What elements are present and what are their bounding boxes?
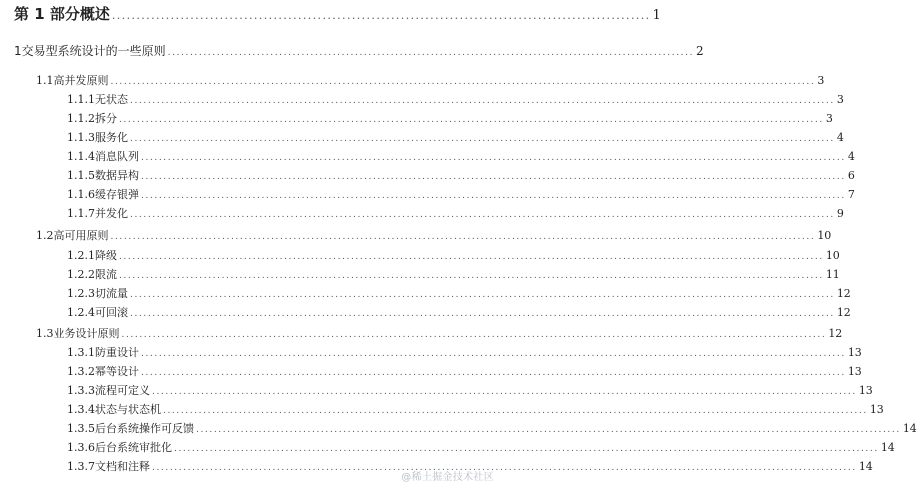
leader-dots: .............................................................................................................................................................. <box>141 153 846 163</box>
leader-dots: .............................................................................................................................................................. <box>119 271 824 281</box>
toc-subsection-entry[interactable] <box>67 207 844 222</box>
chapter-number: 1 <box>14 44 22 58</box>
leader-dots: .............................................................................................................................................................. <box>152 463 857 473</box>
toc-subsection-entry[interactable] <box>67 112 833 127</box>
toc-subsection-entry[interactable] <box>67 306 851 321</box>
leader-dots: .............................................................................................................................................................. <box>119 252 824 262</box>
subsection-title: 拆分 <box>95 112 117 125</box>
leader-dots: .............................................................................................................................................................. <box>174 444 879 454</box>
leader-dots: .............................................................................................................................................................. <box>141 191 846 201</box>
section-number: 1.1 <box>36 74 54 87</box>
leader-dots: .............................................................................................................................................................. <box>130 210 835 220</box>
subsection-number: 1.1.5 <box>67 169 95 182</box>
section-page-number: 3 <box>817 74 825 87</box>
leader-dots: .............................................................................................................. <box>111 9 651 22</box>
subsection-title: 服务化 <box>95 131 128 144</box>
part-title: 概述 <box>79 5 110 23</box>
subsection-page-number: 7 <box>847 188 855 201</box>
toc-subsection-entry[interactable] <box>67 287 851 302</box>
toc-section-entry[interactable] <box>36 327 843 342</box>
subsection-number: 1.3.4 <box>67 403 95 416</box>
toc-subsection-entry[interactable] <box>67 441 895 456</box>
toc-subsection-entry[interactable] <box>67 403 884 418</box>
subsection-page-number: 12 <box>836 306 851 319</box>
leader-dots: .............................................................................................................................................................. <box>152 387 857 397</box>
subsection-title: 数据异构 <box>95 169 139 182</box>
subsection-page-number: 13 <box>847 346 862 359</box>
subsection-number: 1.2.2 <box>67 268 95 281</box>
subsection-number: 1.3.2 <box>67 365 95 378</box>
subsection-page-number: 13 <box>858 384 873 397</box>
subsection-page-number: 14 <box>880 441 895 454</box>
toc-section-entry[interactable] <box>36 229 832 244</box>
toc-subsection-entry[interactable] <box>67 150 855 165</box>
subsection-title: 流程可定义 <box>95 384 150 397</box>
subsection-title: 缓存银弹 <box>95 188 139 201</box>
toc-subsection-entry[interactable] <box>67 346 862 361</box>
subsection-page-number: 6 <box>847 169 855 182</box>
subsection-page-number: 3 <box>825 112 833 125</box>
section-number: 1.2 <box>36 229 54 242</box>
subsection-number: 1.3.1 <box>67 346 95 359</box>
subsection-number: 1.1.7 <box>67 207 95 220</box>
subsection-title: 限流 <box>95 268 117 281</box>
subsection-page-number: 9 <box>836 207 844 220</box>
toc-subsection-entry[interactable] <box>67 365 862 380</box>
toc-subsection-entry[interactable] <box>67 384 873 399</box>
leader-dots: .............................................................................................................................................................. <box>141 172 846 182</box>
subsection-title: 并发化 <box>95 207 128 220</box>
leader-dots: .............................................................................................................................................................. <box>110 77 816 87</box>
toc-subsection-entry[interactable] <box>67 268 840 283</box>
part-page-number: 1 <box>652 8 661 23</box>
part-number: 第 1 部分 <box>14 5 80 23</box>
subsection-number: 1.1.3 <box>67 131 95 144</box>
subsection-number: 1.3.7 <box>67 460 95 473</box>
subsection-title: 防重设计 <box>95 346 139 359</box>
toc-subsection-entry[interactable] <box>67 169 855 184</box>
leader-dots: .............................................................................................................................................................. <box>121 330 827 340</box>
subsection-page-number: 3 <box>836 93 844 106</box>
subsection-title: 切流量 <box>95 287 128 300</box>
toc-subsection-entry[interactable] <box>67 422 917 437</box>
subsection-page-number: 10 <box>825 249 840 262</box>
toc-subsection-entry[interactable] <box>67 131 844 146</box>
chapter-title: 交易型系统设计的一些原则 <box>21 44 166 58</box>
subsection-number: 1.2.1 <box>67 249 95 262</box>
subsection-page-number: 4 <box>847 150 855 163</box>
leader-dots: .............................................................................................................................................................. <box>141 368 846 378</box>
subsection-title: 无状态 <box>95 93 128 106</box>
subsection-title: 后台系统审批化 <box>95 441 172 454</box>
subsection-page-number: 13 <box>869 403 884 416</box>
toc-subsection-entry[interactable] <box>67 188 855 203</box>
subsection-page-number: 14 <box>858 460 873 473</box>
subsection-number: 1.1.6 <box>67 188 95 201</box>
subsection-page-number: 11 <box>825 268 840 281</box>
section-page-number: 12 <box>828 327 843 340</box>
subsection-page-number: 13 <box>847 365 862 378</box>
leader-dots: .............................................................................................................................................................. <box>130 96 835 106</box>
chapter-page-number: 2 <box>696 44 704 58</box>
subsection-page-number: 12 <box>836 287 851 300</box>
subsection-title: 状态与状态机 <box>95 403 161 416</box>
section-title: 高并发原则 <box>53 74 109 87</box>
subsection-number: 1.1.4 <box>67 150 95 163</box>
leader-dots: .............................................................................................................................................................. <box>196 425 901 435</box>
subsection-page-number: 14 <box>902 422 917 435</box>
subsection-title: 后台系统操作可反馈 <box>95 422 194 435</box>
toc-subsection-entry[interactable] <box>67 93 844 108</box>
leader-dots: .............................................................................................................................................................. <box>163 406 868 416</box>
subsection-title: 幂等设计 <box>95 365 139 378</box>
subsection-number: 1.1.2 <box>67 112 95 125</box>
subsection-number: 1.2.3 <box>67 287 95 300</box>
toc-chapter-entry[interactable] <box>14 44 704 60</box>
leader-dots: .............................................................................................................................................................. <box>119 115 824 125</box>
subsection-title: 文档和注释 <box>95 460 150 473</box>
subsection-page-number: 4 <box>836 131 844 144</box>
toc-section-entry[interactable] <box>36 74 825 89</box>
toc-subsection-entry[interactable] <box>67 249 840 264</box>
section-title: 高可用原则 <box>53 229 109 242</box>
subsection-title: 消息队列 <box>95 150 139 163</box>
leader-dots: .............................................................................................................................................................. <box>130 134 835 144</box>
subsection-number: 1.3.5 <box>67 422 95 435</box>
watermark: @稀土掘金技术社区 <box>401 472 494 483</box>
subsection-number: 1.1.1 <box>67 93 95 106</box>
leader-dots: .............................................................................................................................................................. <box>130 290 835 300</box>
leader-dots: .............................................................................................................................................................. <box>130 309 835 319</box>
section-page-number: 10 <box>817 229 832 242</box>
leader-dots: ...................................................................................................................... <box>167 48 695 58</box>
section-title: 业务设计原则 <box>53 327 120 340</box>
section-number: 1.3 <box>36 327 54 340</box>
leader-dots: .............................................................................................................................................................. <box>110 232 816 242</box>
subsection-title: 可回滚 <box>95 306 128 319</box>
subsection-title: 降级 <box>95 249 117 262</box>
leader-dots: .............................................................................................................................................................. <box>141 349 846 359</box>
subsection-number: 1.2.4 <box>67 306 95 319</box>
subsection-number: 1.3.6 <box>67 441 95 454</box>
toc-part-entry[interactable] <box>14 5 661 23</box>
subsection-number: 1.3.3 <box>67 384 95 397</box>
